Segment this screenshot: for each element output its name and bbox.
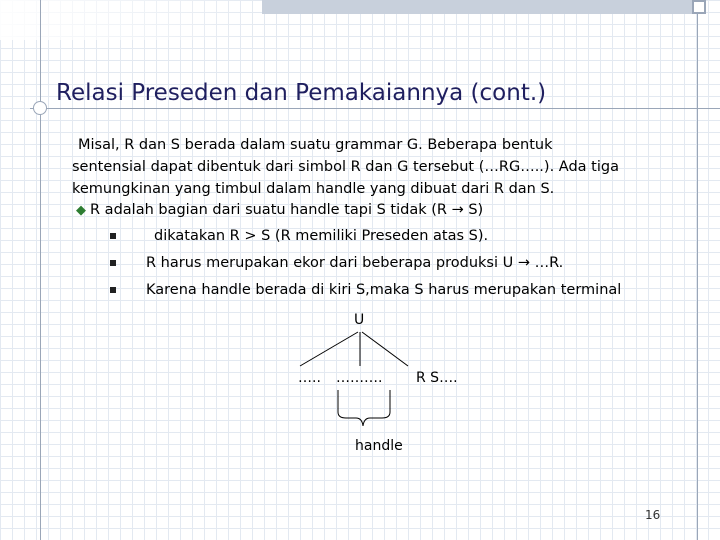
- tree-left-dots: …..: [298, 370, 321, 386]
- sub-bullet-text: dikatakan R > S (R memiliki Preseden atas S).: [154, 228, 489, 244]
- diamond-icon: ◆: [76, 203, 86, 218]
- handle-brace: [338, 390, 390, 426]
- sub-bullet-text: Karena handle berada di kiri S,maka S harus merupakan terminal: [146, 282, 622, 298]
- sub-bullet-text: R harus merupakan ekor dari beberapa produksi U → …R.: [146, 255, 564, 271]
- tree-root-label: U: [354, 312, 365, 328]
- intro-line-3: kemungkinan yang timbul dalam handle yang dibuat dari R dan S.: [72, 181, 555, 197]
- intro-line-1: Misal, R dan S berada dalam suatu grammar G. Beberapa bentuk: [78, 137, 553, 153]
- page-number: 16: [645, 508, 661, 522]
- main-bullet-text: R adalah bagian dari suatu handle tapi S tidak (R → S): [90, 202, 484, 218]
- tree-middle-dots: ……….: [336, 370, 383, 386]
- tree-edge-left: [300, 332, 358, 366]
- intro-line-2: sentensial dapat dibentuk dari simbol R dan G tersebut (…RG…..). Ada tiga: [72, 159, 619, 175]
- tree-right-label: R S….: [416, 370, 458, 386]
- tree-edge-right: [362, 332, 408, 366]
- slide-title: Relasi Preseden dan Pemakaiannya (cont.): [56, 80, 547, 106]
- handle-label: handle: [355, 438, 403, 454]
